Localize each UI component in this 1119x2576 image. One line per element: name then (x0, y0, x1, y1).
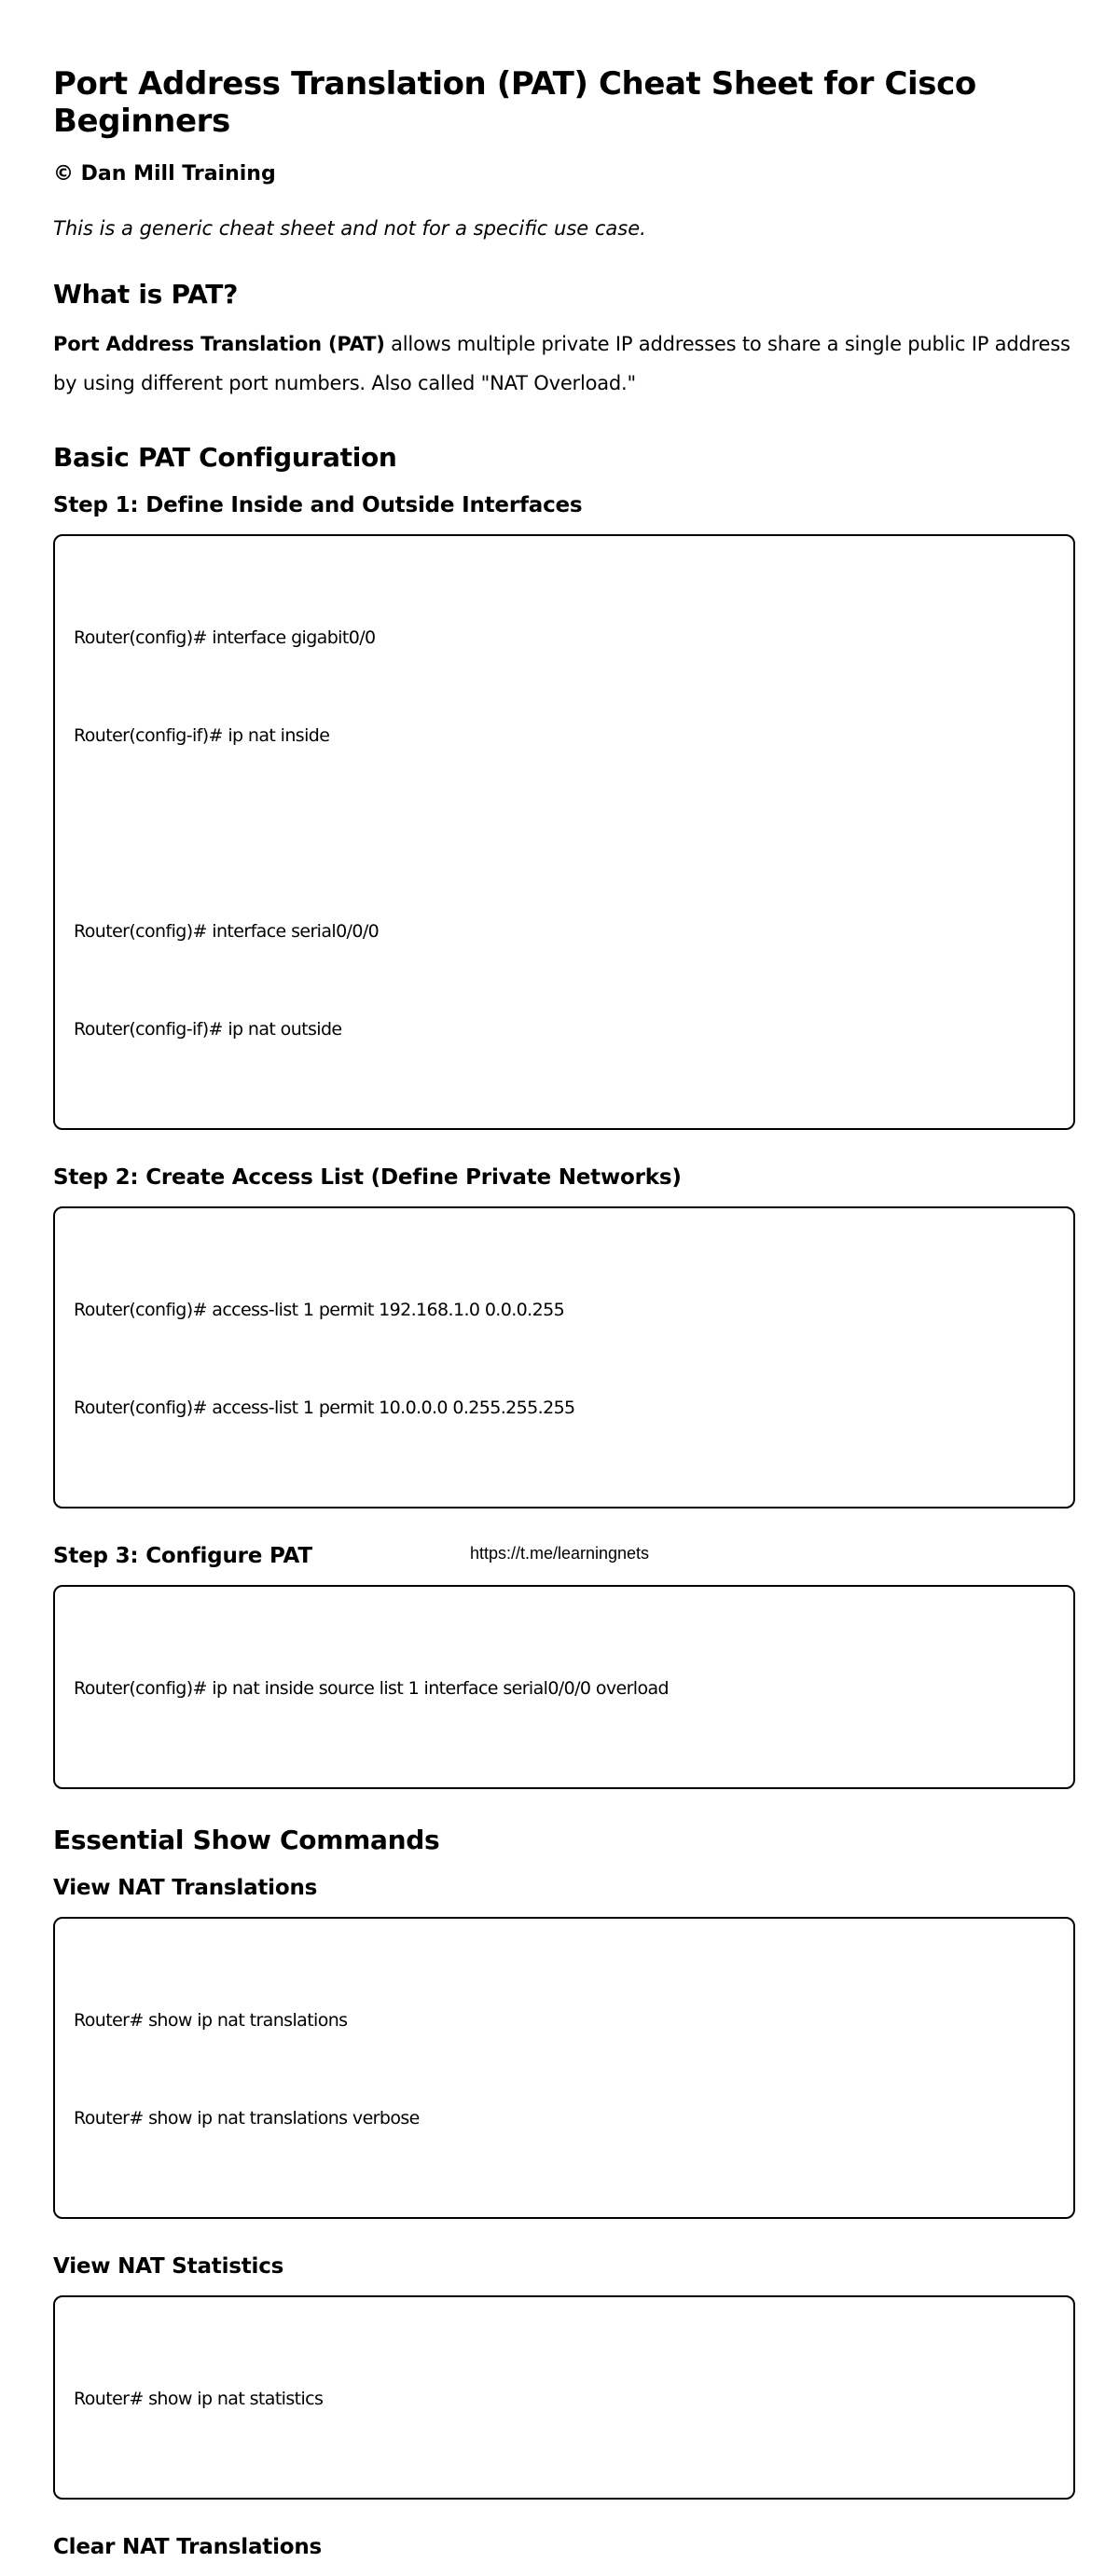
heading-view-statistics: View NAT Statistics (53, 2254, 284, 2279)
heading-what-is-pat: What is PAT? (53, 279, 239, 310)
disclaimer: This is a generic cheat sheet and not for a specific use case. (53, 217, 646, 240)
code-line: Router(config)# interface serial0/0/0 (74, 921, 380, 942)
code-line-blank (74, 818, 1055, 850)
code-block-translations (53, 1917, 1075, 2219)
code-block-step-3 (53, 1585, 1075, 1789)
code-line: Router(config)# access-list 1 permit 192.168.1.0 0.0.0.255 (74, 1300, 565, 1320)
heading-step-3: Step 3: Configure PAT (53, 1544, 312, 1568)
code-line: Router# show ip nat statistics (74, 2389, 324, 2409)
code-block-statistics (53, 2295, 1075, 2500)
code-line: Router(config)# access-list 1 permit 10.0.0.0 0.255.255.255 (74, 1398, 575, 1418)
heading-basic-config: Basic PAT Configuration (53, 442, 397, 473)
pat-term: Port Address Translation (PAT) (53, 333, 385, 355)
heading-view-translations: View NAT Translations (53, 1876, 318, 1900)
code-block-step-1 (53, 534, 1075, 1130)
code-line: Router(config-if)# ip nat outside (74, 1019, 342, 1040)
code-line: Router(config)# ip nat inside source list 1 interface serial0/0/0 overload (74, 1678, 670, 1699)
heading-show-commands: Essential Show Commands (53, 1825, 440, 1855)
pat-definition-text: allows multiple private IP addresses to share a single public IP address by using different port numbers. Also called "NAT Overload." (53, 333, 1071, 394)
heading-step-1: Step 1: Define Inside and Outside Interfaces (53, 493, 583, 517)
page-title: Port Address Translation (PAT) Cheat Sheet for Cisco Beginners (53, 65, 976, 140)
pat-definition (53, 324, 1075, 403)
footer-link[interactable]: https://t.me/learningnets (469, 1544, 650, 1563)
cheat-sheet-page (53, 65, 1075, 2576)
code-line: Router(config-if)# ip nat inside (74, 725, 330, 746)
copyright-line: © Dan Mill Training (53, 162, 276, 186)
code-line: Router(config)# interface gigabit0/0 (74, 627, 376, 648)
heading-clear-translations: Clear NAT Translations (53, 2535, 323, 2559)
heading-step-2: Step 2: Create Access List (Define Private Networks) (53, 1165, 682, 1190)
code-block-step-2 (53, 1206, 1075, 1508)
code-line: Router# show ip nat translations (74, 2010, 348, 2031)
code-line: Router# show ip nat translations verbose (74, 2108, 420, 2128)
